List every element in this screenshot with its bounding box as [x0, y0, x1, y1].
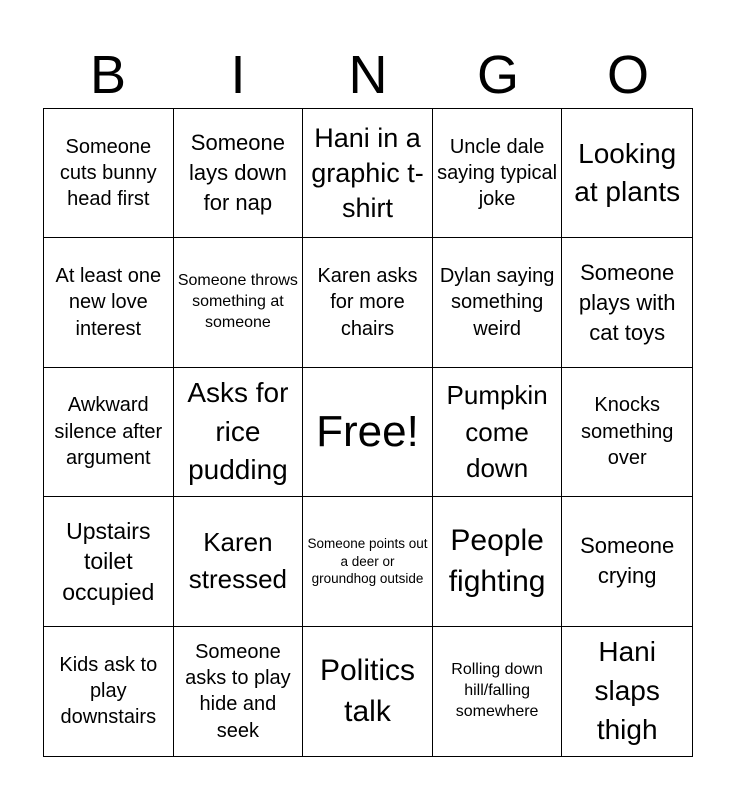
cell-label: Karen stressed [188, 527, 288, 595]
cell-label: Karen asks for more chairs [317, 265, 418, 340]
header-letter-i: I [230, 45, 246, 105]
bingo-cell[interactable] [303, 497, 433, 626]
bingo-cell[interactable] [562, 627, 692, 756]
cell-label: Awkward silence after argument [54, 394, 163, 470]
cell-label: Upstairs toilet occupied [62, 517, 155, 605]
cell-label: Hani slaps thigh [594, 636, 660, 745]
bingo-cell[interactable] [303, 109, 433, 238]
cell-label: Someone plays with cat toys [578, 259, 676, 345]
header-letter-g: G [476, 45, 519, 105]
cell-label: Someone asks to play hide and seek [185, 640, 291, 742]
cell-label: People fighting [448, 524, 546, 599]
bingo-cell[interactable] [44, 627, 174, 756]
cell-label: Looking at plants [574, 137, 681, 208]
bingo-cell[interactable] [44, 497, 174, 626]
bingo-header [43, 42, 693, 108]
bingo-cell[interactable] [433, 238, 563, 367]
bingo-cell[interactable] [303, 238, 433, 367]
bingo-cell[interactable] [174, 238, 304, 367]
header-letter-b: B [89, 45, 127, 105]
bingo-cell[interactable] [562, 368, 692, 497]
cell-label: Politics talk [319, 653, 415, 729]
cell-label: Someone points out a deer or groundhog outside [307, 536, 428, 587]
cell-label: Someone crying [580, 533, 675, 589]
bingo-cell[interactable] [433, 109, 563, 238]
bingo-cell[interactable] [174, 368, 304, 497]
bingo-cell[interactable] [44, 109, 174, 238]
cell-label: Knocks something over [581, 394, 674, 470]
bingo-cell[interactable] [174, 109, 304, 238]
bingo-cell[interactable] [174, 627, 304, 756]
bingo-cell[interactable] [44, 368, 174, 497]
bingo-cell[interactable] [562, 238, 692, 367]
cell-label: Kids ask to play downstairs [59, 653, 158, 729]
cell-label: Pumpkin come down [446, 379, 548, 484]
cell-label: Someone cuts bunny head first [59, 135, 157, 211]
cell-label: Rolling down hill/falling somewhere [451, 661, 543, 720]
cell-label: Asks for rice pudding [187, 377, 289, 486]
bingo-cell[interactable] [303, 627, 433, 756]
cell-label: Someone lays down for nap [188, 130, 287, 216]
header-letter-n: N [348, 45, 388, 105]
free-space-label: Free! [316, 406, 419, 456]
bingo-cell[interactable] [562, 497, 692, 626]
bingo-cell[interactable] [433, 368, 563, 497]
header-letter-o: O [606, 45, 649, 105]
free-space[interactable] [303, 368, 433, 497]
bingo-cell[interactable] [174, 497, 304, 626]
bingo-cell[interactable] [433, 497, 563, 626]
bingo-cell[interactable] [433, 627, 563, 756]
cell-label: Dylan saying something weird [439, 265, 555, 340]
cell-label: At least one new love interest [55, 265, 162, 340]
bingo-cell[interactable] [44, 238, 174, 367]
cell-label: Uncle dale saying typical joke [437, 135, 558, 211]
bingo-board [43, 108, 693, 757]
bingo-cell[interactable] [562, 109, 692, 238]
cell-label: Someone throws something at someone [177, 272, 298, 331]
cell-label: Hani in a graphic t-shirt [311, 122, 424, 223]
